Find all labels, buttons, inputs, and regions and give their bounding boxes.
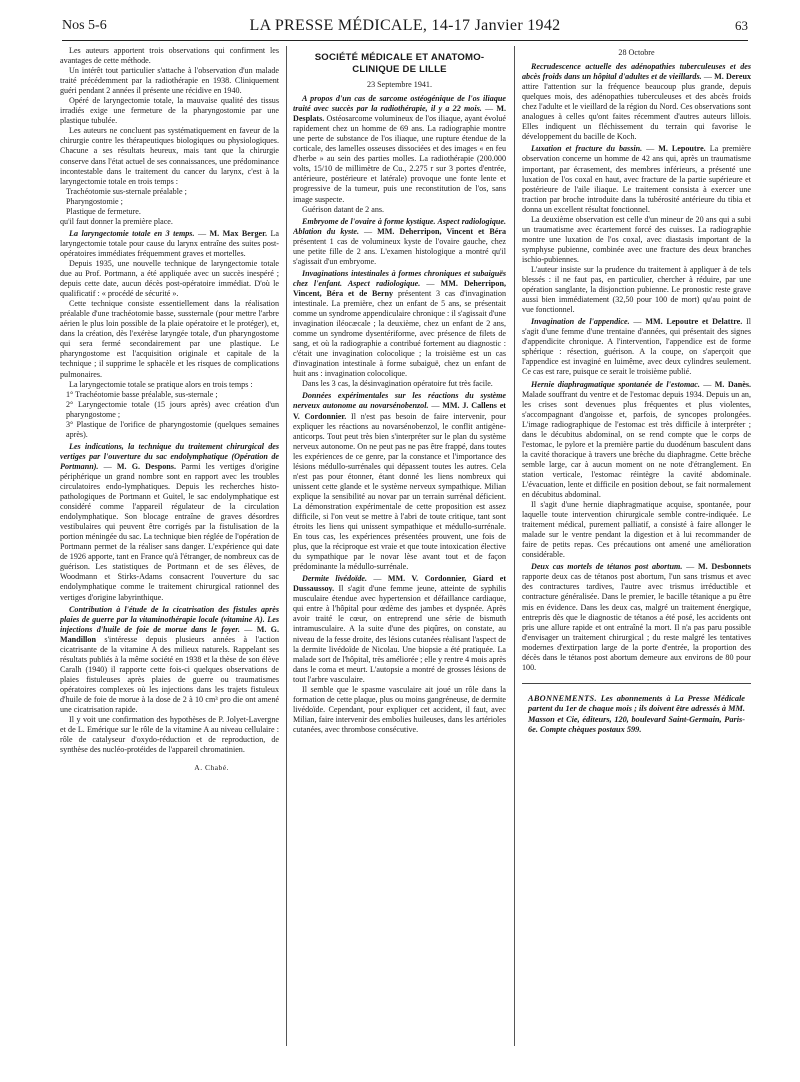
article-title: Contribution à l'étude de la cicatrisation des fistules après plaies de guerre par la vitaminothérapie locale (vitamine A). Les injections d'huile de foie de morue dans le foyer.	[60, 604, 279, 634]
article-entry: Hernie diaphragmatique spontanée de l'estomac. — M. Danès. Malade souffrant du ventre et de l'estomac depuis 1934. Depuis un an, les crises sont devenues plus fréquentes et plus violentes, s'accompagnant d'angoisse et, parfois, de syncopes prolongées. L'image radiographique de l'estomac est très difficile à interpréter ; dans le décubitus abdominal, on se rend compte que le corps de l'estomac, le pylore et la première partie du duodénum basculent dans la cavité thoracique à travers une brèche du diaphragme. Cette brèche semble large, car à aucun moment on ne note d'étranglement. En station verticale, l'estomac réintègre la cavité abdominale. L'évacuation, lente et difficile en position debout, se fait normalement en décubitus abdominal.	[522, 379, 751, 500]
article-title: A propos d'un cas de sarcome ostéogénique de l'os iliaque traité avec succès par la radiothérapie, il y a 22 mois.	[293, 94, 506, 114]
article-text: présentent 3 cas d'invagination intestinale. La première, chez un enfant de 5 ans, se présentait comme un syndrome appendiculaire chronique : il s'agissait d'une invagination iléocæcale ; la deuxième, chez un enfant de 2 ans, comme un syndrome dysentériforme, avec présence de filets de sang, et où la radiographie a contribué fortement au diagnostic : c'était une invagination colocolique ; la troisième est un cas d'invagination intestinale à forme subaiguë, chez un enfant de huit ans : invagination colocolique.	[293, 288, 506, 379]
article-author: M. Max Berger.	[209, 228, 267, 238]
article-author: MM. Deherripon, Vincent et Béra	[377, 226, 506, 236]
article-text: Ostéosarcome volumineux de l'os iliaque, ayant évolué rapidement chez un homme de 69 ans. La radiographie montre une perte de substance de l'os iliaque, une rupture étendue de la corticale, des lamelles osseuses dissociées et des images « en feu d'herbe » au sein des parties molles. La radiothérapie (200.000 volts, 15/10 de millimètre de Cu., 2.275 r sur 3 portes d'entrée, antérieure, postérieure et latérale) provoque une fonte lente et progressive de la tumeur, puis une reconstitution de l'os, sans image suspecte.	[293, 114, 506, 204]
article-title: Embryome de l'ovaire à forme kystique. Aspect radiologique. Ablation du kyste.	[293, 216, 506, 236]
paragraph: Il semble que le spasme vasculaire ait joué un rôle dans la formation de cette plaque, plus ou moins gangréneuse, de dermite livédoïde. Cependant, pour expliquer cet accident, il faut, avec Milian, faire intervenir des embolies huileuses, dans les artérioles cutanées, avec thrombose consécutive.	[293, 684, 506, 734]
article-text: s'intéresse depuis plusieurs années à l'action cicatrisante de la vitamine A des milieux naturels. Rappelant ses résultats publiés à la même société en 1938 et la thèse de son élève Caralh (1940) il rapporte cette fois-ci quelques observations de plaies fistuleuses après plaies de guerre ou traumatismes opératoires complexes où les injections dans les trajets fistuleux d'huile de foie de morue à la dose de 2 à 10 cm³ pro die ont amené une cicatrisation rapide.	[60, 634, 279, 715]
article-text: La première observation concerne un homme de 42 ans qui, après un traumatisme important, par écrasement, des membres inférieurs, a présenté une luxation de l'os coxal en haut, avec fracture de la partie supérieure et postérieure de l'aile iliaque. Le traitement consista à exercer une traction par broche introduite dans la tubérosité antérieure du tibia et donna un excellent résultat fonctionnel.	[522, 144, 751, 214]
article-author: MM. Deherripon, Vincent, Béra et de Berny	[293, 278, 506, 298]
page-header	[62, 18, 748, 41]
article-entry: La laryngectomie totale en 3 temps. — M. Max Berger. La laryngectomie totale pour cause du larynx entraîne des suites post-opératoires immédiates fréquemment graves et mortelles.	[60, 228, 279, 258]
article-title: Luxation et fracture du bassin.	[531, 144, 643, 154]
article-entry: A propos d'un cas de sarcome ostéogénique de l'os iliaque traité avec succès par la radiothérapie, il y a 22 mois. — M. Desplats. Ostéosarcome volumineux de l'os iliaque, ayant évolué rapidement chez un homme de 69 ans. La radiographie montre une perte de substance de l'os iliaque, une rupture étendue de la corticale, des lamelles osseuses dissociées et des images « en feu d'herbe » au sein des parties molles. La radiothérapie (200.000 volts, 15/10 de millimètre de Cu., 2.275 r sur 3 portes d'entrée, antérieure, postérieure et latérale) provoque une fonte lente et progressive de la tumeur, puis une reconstitution de l'os, sans image suspecte.	[293, 94, 506, 204]
list-item: Pharyngostomie ;	[66, 196, 123, 206]
article-author: MM. J. Callens et V. Cordonnier.	[293, 401, 506, 421]
article-title: Invagination de l'appendice.	[531, 317, 630, 327]
article-title: Recrudescence actuelle des adénopathies tuberculeuses et des abcès froids dans un hôpital d'adultes et de vieillards.	[522, 62, 751, 82]
article-author: M. Lepoutre.	[658, 144, 706, 154]
article-entry: Contribution à l'étude de la cicatrisation des fistules après plaies de guerre par la vitaminothérapie locale (vitamine A). Les injections d'huile de foie de morue dans le foyer. — M. G. Mandillon s'intéresse depuis plusieurs années à l'action cicatrisante de la vitamine A des milieux naturels. Rappelant ses résultats publiés à la même société en 1938 et la thèse de son élève Caralh (1940) il rapporte cette fois-ci quelques observations de plaies fistuleuses après plaies de guerre ou traumatismes opératoires complexes où les injections dans les trajets fistuleux d'huile de foie de morue à la dose de 2 à 10 cm³ pro die ont amené une cicatrisation rapide.	[60, 604, 279, 715]
paragraph: Guérison datant de 2 ans.	[302, 204, 385, 214]
issue-number: Nos 5-6	[62, 18, 107, 33]
article-text: Il n'est pas besoin de faire intervenir, pour expliquer les réactions au novarsénobenzol, le conflit antigène-anticorps. Tout peut très bien s'interpréter sur le plan du système nerveux autonome. On ne peut pas ne pas être frappé, dans toutes les expériences de ce genre, par la constance et l'importance des lésions médullo-surrénales qui dépassent toutes les autres. Cela n'est pas pour étonner, étant donné les liens nombreux qui unissent cette glande et le système nerveux sympathique. Milian explique la sensibilité au novar par un terrain surrénal déficient. La démonstration expérimentale de cette proposition est assez difficile, si l'on veut se mettre à l'abri de toute critique, tant sont étroits les liens qui unissent sympathique et médullo-surrénale. En tous cas, les expériences présentées prouvent, une fois de plus, que la réciproque est vraie et que toute intoxication élective du sympathique par le novar lèse avant tout et de façon prédominante la médullo-surrénale.	[293, 411, 506, 572]
subscription-text: Les abonnements à La Presse Médicale partent du 1er de chaque mois ; ils doivent être adressés à MM. Masson et Cie, éditeurs, 120, boulevard Saint-Germain, Paris-6e. Compte chèques postaux 599.	[528, 693, 745, 735]
article-entry: Données expérimentales sur les réactions du système nerveux autonome au novarsénobenzol. — MM. J. Callens et V. Cordonnier. Il n'est pas besoin de faire intervenir, pour expliquer les réactions au novarsénobenzol, le conflit antigène-anticorps. Tout peut très bien s'interpréter sur le plan du système nerveux autonome. On ne peut pas ne pas être frappé, dans toutes les expériences de ce genre, par la constance et l'importance des lésions médullo-surrénales qui dépassent toutes les autres. Cela n'est pas pour étonner, étant donné les liens nombreux qui unissent cette glande et le système nerveux sympathique. Milian explique la sensibilité au novar par un terrain surrénal déficient. La démonstration expérimentale de cette proposition est assez difficile, si l'on veut se mettre à l'abri de toute critique, tant sont étroits les liens qui unissent sympathique et médullo-surrénale. En tous cas, les expériences présentées prouvent, une fois de plus, que la réciproque est vraie et que toute intoxication élective du sympathique par le novar lèse avant tout et de façon prédominante la médullo-surrénale.	[293, 391, 506, 572]
column-divider	[286, 46, 287, 1046]
journal-title: LA PRESSE MÉDICALE, 14-17 Janvier 1942	[249, 17, 561, 34]
paragraph: L'auteur insiste sur la prudence du traitement à appliquer à de tels blessés : il ne faut pas, en particulier, chercher à réduire, par une opération sanglante, la disjonction pubienne. Le pronostic reste grave aussi bien immédiatement (32,50 pour 100 de mort) qu'au point de vue fonctionnel.	[522, 264, 751, 315]
list-item: 2° Laryngectomie totale (15 jours après) avec création d'un pharyngostome ;	[66, 399, 279, 419]
article-entry: Recrudescence actuelle des adénopathies tuberculeuses et des abcès froids dans un hôpital d'adultes et de vieillards. — M. Dereux attire l'attention sur la fréquence beaucoup plus grande, depuis quelques mois, des adénopathies tuberculeuses et des abcès froids chez l'adulte et le vieillard de la région du Nord. Ces observations sont analogues à celles qu'ont faites récemment d'autres auteurs lillois. Elles indiquent un fléchissement du terrain qui favorise le développement du bacille de Koch.	[522, 62, 751, 142]
list-item: 3° Plastique de l'orifice de pharyngostomie (quelques semaines après).	[66, 419, 279, 439]
paragraph: Il y voit une confirmation des hypothèses de P. Jolyet-Lavergne et de L. Emérique sur le rôle de la vitamine A au niveau cellulaire : rôle de catalyseur d'oxydo-réduction et de reproduction, de synthèse des nucléo-protéides de l'appareil chromatinien.	[60, 715, 279, 755]
article-author: M. Desbonnets	[698, 562, 751, 572]
list-item: Plastique de fermeture.	[66, 206, 141, 216]
article-title: Les indications, la technique du traitement chirurgical des vertiges par l'ouverture du sac endolymphatique (Opération de Portmann).	[60, 441, 279, 471]
paragraph: Il s'agit d'une hernie diaphragmatique acquise, spontanée, pour laquelle toute intervention chirurgicale semble contre-indiquée. Le traitement médical, purement palliatif, a consisté à faire allonger le malade sur le ventre pendant la digestion et à lui recommander de faire de petits repas. Ces précautions ont amené une amélioration considérable.	[522, 500, 751, 560]
column-left	[60, 46, 279, 1051]
article-title: Hernie diaphragmatique spontanée de l'estomac.	[531, 379, 700, 389]
column-right	[522, 46, 751, 1051]
article-entry: Les indications, la technique du traitement chirurgical des vertiges par l'ouverture du sac endolymphatique (Opération de Portmann). — M. G. Despons. Parmi les vertiges d'origine périphérique un grand nombre sont en rapport avec les troubles circulatoires endo-lymphatiques. Depuis les recherches histo-pathologiques de Portmann et Guitel, le sac endolymphatique est considéré comme l'appareil régulateur de la circulation endolymphatique. Son blocage entraîne de graves désordres vestibulaires qui peuvent être corrigés par la fistulisation de la portion méningée du sac. La technique bien réglée de l'opération de Portmann permet de la réaliser sans danger. L'expérience qui date de 1926 apporte, tant en France qu'à l'étranger, de nombreux cas de guérison. Les statistiques de Portmann et de ses élèves, de Woodmann et Stirks-Adams consacrent l'ouverture du sac endolymphatique comme le traitement chirurgical rationnel des vertiges d'origine labyrinthique.	[60, 441, 279, 602]
subscription-notice	[522, 683, 751, 736]
paragraph: La laryngectomie totale se pratique alors en trois temps :	[69, 379, 253, 389]
paragraph: qu'il faut donner la première place.	[60, 216, 173, 226]
paragraph: Opéré de laryngectomie totale, la mauvaise qualité des tissus irradiés exige une fermeture de la pharyngostomie par une plastique tubulée.	[60, 96, 279, 126]
article-text: Malade souffrant du ventre et de l'estomac depuis 1934. Depuis un an, les crises sont devenues plus fréquentes et plus violentes, s'accompagnant d'angoisse et, parfois, de syncopes prolongées. L'image radiographique de l'estomac est très difficile à interpréter ; dans le décubitus abdominal, on se rend compte que le corps de l'estomac, le pylore et la première partie du duodénum basculent dans la cavité thoracique à travers une brèche du diaphragme. Cette brèche semble large, car à aucun moment on ne note d'étranglement. En station verticale, l'estomac réintègre la cavité abdominale. L'évacuation, lente et difficile en position debout, se fait normalement en décubitus abdominal.	[522, 389, 751, 500]
article-text: rapporte deux cas de tétanos post abortum, l'un sans trismus et avec des contractures tardives, l'autre avec trismus irréductible et contracture généralisée. Dans le premier, le bacille tétanique a pu être mis en évidence. Dans les deux cas, malgré un traitement énergique, entrepris dès que le diagnostic de tétanos a été posé, les accidents ont pris une allure rapide et ont entraîné la mort. Il n'a pas paru possible d'envisager un traitement chirurgical ; du reste malgré les tentatives modernes d'extirpation large de la porte d'entrée, la proportion des décès dans le tétanos post abortum demeure aux environs de 80 pour 100.	[522, 572, 751, 672]
article-author: M. G. Mandillon	[60, 624, 279, 644]
signature: A. Chabé.	[194, 763, 229, 773]
list-item: Trachéotomie sus-sternale préalable ;	[66, 186, 187, 196]
paragraph: Les auteurs apportent trois observations qui confirment les avantages de cette méthode.	[60, 46, 279, 66]
article-text: Parmi les vertiges d'origine périphérique un grand nombre sont en rapport avec les troubles circulatoires endo-lymphatiques. Depuis les recherches histo-pathologiques de Portmann et Guitel, le sac endolymphatique est considéré comme l'appareil régulateur de la circulation endolymphatique. Son blocage entraîne de graves désordres vestibulaires qui peuvent être corrigés par la fistulisation de la portion méningée du sac. La technique bien réglée de l'opération de Portmann permet de la réaliser sans danger. L'expérience qui date de 1926 apporte, tant en France qu'à l'étranger, de nombreux cas de guérison. Les statistiques de Portmann et de ses élèves, de Woodmann et Stirks-Adams consacrent l'ouverture du sac endolymphatique comme le traitement chirurgical rationnel des vertiges d'origine labyrinthique.	[60, 461, 279, 602]
society-heading: SOCIÉTÉ MÉDICALE ET ANATOMO-CLINIQUE DE LILLE	[314, 52, 485, 75]
paragraph: Les auteurs ne concluent pas systématiquement en faveur de la chirurgie contre les thérapeutiques biologiques ou physiologiques. Chacune a ses résultats heureux, mais tant que la chirurgie conserve dans l'état actuel de ses connaissances, une prédominance incontestable dans le traitement du cancer du larynx, c'est à la laryngectomie totale en trois temps :	[60, 126, 279, 186]
article-title: Données expérimentales sur les réactions du système nerveux autonome au novarsénobenzol.	[293, 391, 506, 411]
article-entry: Luxation et fracture du bassin. — M. Lepoutre. La première observation concerne un homme de 42 ans qui, après un traumatisme important, par écrasement, des membres inférieurs, a présenté une luxation de l'os coxal en haut, avec fracture de la partie supérieure et postérieure de l'aile iliaque. Le traitement consista à exercer une traction par broche introduite dans la tubérosité antérieure du tibia et donna un excellent résultat fonctionnel.	[522, 144, 751, 214]
article-entry: Invaginations intestinales à formes chroniques et subaiguës chez l'enfant. Aspect radiologique. — MM. Deherripon, Vincent, Béra et de Berny présentent 3 cas d'invagination intestinale. La première, chez un enfant de 5 ans, se présentait comme un syndrome appendiculaire chronique : il s'agissait d'une invagination iléocæcale ; la deuxième, chez un enfant de 2 ans, comme un syndrome dysentériforme, avec présence de filets de sang, et où la radiographie a contribué fortement au diagnostic : c'était une invagination colocolique ; la troisième est un cas d'invagination intestinale à forme subaiguë, chez un enfant de huit ans : invagination colocolique.	[293, 268, 506, 379]
article-author: MM. Lepoutre et Delattre.	[645, 317, 743, 327]
column-divider	[514, 46, 515, 1046]
article-text: attire l'attention sur la fréquence beaucoup plus grande, depuis quelques mois, des adénopathies tuberculeuses et des abcès froids chez l'adulte et le vieillard de la région du Nord. Ces observations sont analogues à celles qu'ont faites récemment d'autres auteurs lillois. Elles indiquent un fléchissement du terrain qui favorise le développement du bacille de Koch.	[522, 82, 751, 142]
paragraph: Cette technique consiste essentiellement dans la réalisation préalable d'une trachéotomie basse, sussternale (pour mettre l'arbre aérien le plus loin possible de la plaie opératoire et le protéger), et, dans la création, dès l'exérèse laryngée totale, d'un pharyngostome qui sera fermé secondairement par une plastique. Le pharyngostome est l'acquisition originale et capitale de la technique ; il supprime le sphacèle et les risques de complications pulmonaires.	[60, 299, 279, 379]
article-title: La laryngectomie totale en 3 temps.	[69, 228, 195, 238]
article-text: La laryngectomie totale pour cause du larynx entraîne des suites post-opératoires immédiates fréquemment graves et mortelles.	[60, 228, 279, 258]
article-entry: Deux cas mortels de tétanos post abortum. — M. Desbonnets rapporte deux cas de tétanos post abortum, l'un sans trismus et avec des contractures tardives, l'autre avec trismus irréductible et contracture généralisée. Dans le premier, le bacille tétanique a pu être mis en évidence. Dans les deux cas, malgré un traitement énergique, entrepris dès que le diagnostic de tétanos a été posé, les accidents ont pris une allure rapide et ont entraîné la mort. Il n'a pas paru possible d'envisager un traitement chirurgical ; du reste malgré les tentatives modernes d'extirpation large de la porte d'entrée, la proportion des décès dans le tétanos post abortum demeure aux environs de 80 pour 100.	[522, 562, 751, 672]
article-author: MM. V. Cordonnier, Giard et Dussaussoy.	[293, 574, 506, 594]
article-author: M. Danès.	[714, 379, 751, 389]
list-item: 1° Trachéotomie basse préalable, sus-sternale ;	[66, 389, 218, 399]
article-entry: Embryome de l'ovaire à forme kystique. Aspect radiologique. Ablation du kyste. — MM. Deherripon, Vincent et Béra présentent 1 cas de volumineux kyste de l'ovaire gauche, chez une petite fille de 2 ans. L'examen histologique a montré qu'il s'agissait d'un embryome.	[293, 216, 506, 266]
session-date: 28 Octobre	[618, 48, 655, 57]
subscription-title: ABONNEMENTS.	[528, 693, 597, 703]
article-entry: Invagination de l'appendice. — MM. Lepoutre et Delattre. Il s'agit d'une femme d'une trentaine d'années, qui présentait des signes d'appendicite chronique. A l'intervention, l'appendice est de forme sphérique : résection, guérison. A la coupe, on s'aperçoit que l'appendice est invaginé en luimême, avec deux cylindres seulement. Ce cas est rare, puisque ce serait le troisième publié.	[522, 317, 751, 377]
article-author: M. G. Despons.	[116, 461, 176, 471]
paragraph: Depuis 1935, une nouvelle technique de laryngectomie totale due au Prof. Portmann, a été appliquée avec un succès inespéré ; depuis cette date, aucun décès post-opératoire immédiat. D'où le qualificatif : « procédé de sécurité ».	[60, 258, 279, 299]
article-text: Il s'agit d'une femme jeune, atteinte de syphilis musculaire étendue avec hypertension et défaillance cardiaque, qui entre à l'hôpital pour œdème des jambes et dyspnée. Après avoir traité le cœur, on entreprend une série de bismuth intramusculaire. A la suite d'une des piqûres, on constate, au niveau de la fesse droite, des lésions cutanées réalisant l'aspect de la dermite livédoïde de Nicolau. Une biopsie a été pratiquée. La malade sort de l'hôpital, très améliorée ; elle y rentre 4 mois après dans le coma et meurt. L'autopsie a montré de grosses lésions de tout l'arbre vasculaire.	[293, 584, 506, 684]
paragraph: La deuxième observation est celle d'un mineur de 20 ans qui a subi un traumatisme avec écartement forcé des cuisses. La radiographie montre une luxation de l'os coxal, avec diastasis important de la symphyse pubienne, combinée avec une fracture des deux branches ischio-pubiennes.	[522, 214, 751, 264]
page-number: 63	[735, 18, 748, 33]
article-text: présentent 1 cas de volumineux kyste de l'ovaire gauche, chez une petite fille de 2 ans. L'examen histologique a montré qu'il s'agissait d'un embryome.	[293, 236, 506, 266]
article-title: Dermite livédoïde.	[302, 574, 368, 584]
column-middle	[293, 46, 506, 1051]
session-date: 23 Septembre 1941.	[367, 80, 432, 89]
paragraph: Un intérêt tout particulier s'attache à l'observation d'un malade traité précédemment par la radiothérapie en 1938. Cliniquement guéri pendant 2 années il présente une récidive en 1940.	[60, 66, 279, 96]
article-entry: Dermite livédoïde. — MM. V. Cordonnier, Giard et Dussaussoy. Il s'agit d'une femme jeune, atteinte de syphilis musculaire étendue avec hypertension et défaillance cardiaque, qui entre à l'hôpital pour œdème des jambes et dyspnée. Après avoir traité le cœur, on entreprend une série de bismuth intramusculaire. A la suite d'une des piqûres, on constate, au niveau de la fesse droite, des lésions cutanées réalisant l'aspect de la dermite livédoïde de Nicolau. Une biopsie a été pratiquée. La malade sort de l'hôpital, très améliorée ; elle y rentre 4 mois après dans le coma et meurt. L'autopsie a montré de grosses lésions de tout l'arbre vasculaire.	[293, 574, 506, 684]
article-title: Deux cas mortels de tétanos post abortum.	[531, 562, 683, 572]
paragraph: Dans les 3 cas, la désinvagination opératoire fut très facile.	[302, 379, 493, 389]
article-author: M. Desplats.	[293, 104, 506, 124]
article-author: M. Dereux	[714, 72, 751, 82]
article-text: Il s'agit d'une femme d'une trentaine d'années, qui présentait des signes d'appendicite chronique. A l'intervention, l'appendice est de forme sphérique : résection, guérison. A la coupe, on s'aperçoit que l'appendice est invaginé en luimême, avec deux cylindres seulement. Ce cas est rare, puisque ce serait le troisième publié.	[522, 317, 751, 377]
article-title: Invaginations intestinales à formes chroniques et subaiguës chez l'enfant. Aspect radiologique.	[293, 268, 506, 288]
